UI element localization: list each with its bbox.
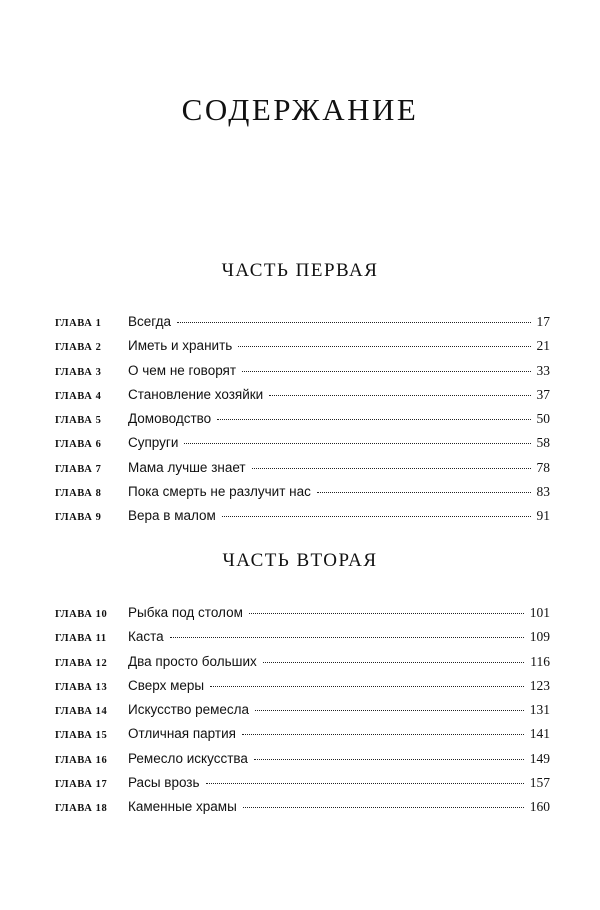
chapter-label: ГЛАВА 4 [55, 390, 102, 402]
chapter-title: Каменные храмы [128, 799, 237, 815]
page-number: 50 [536, 411, 550, 427]
chapter-label: ГЛАВА 13 [55, 681, 108, 693]
toc-entry [55, 460, 550, 484]
toc-entry [55, 605, 550, 629]
toc-entry [55, 775, 550, 799]
dot-leader [238, 346, 530, 347]
toc-entry [55, 678, 550, 702]
dot-leader [177, 322, 531, 323]
chapter-title: Домоводство [128, 411, 212, 427]
toc-entry [55, 435, 550, 459]
page-number: 83 [536, 484, 550, 500]
chapter-title: Два просто больших [128, 653, 257, 669]
chapter-label: ГЛАВА 5 [55, 415, 102, 427]
chapter-title: Супруги [128, 435, 179, 451]
chapter-label: ГЛАВА 17 [55, 779, 108, 791]
page-number: 116 [530, 653, 550, 669]
dot-leader [222, 516, 531, 517]
chapter-label: ГЛАВА 1 [55, 318, 102, 329]
dot-leader [252, 468, 531, 469]
dot-leader [206, 783, 524, 784]
toc-entry [55, 411, 550, 435]
part-2-title: ЧАСТЬ ВТОРАЯ [222, 550, 378, 571]
dot-leader [243, 807, 524, 808]
toc-entry [55, 387, 550, 411]
toc-entry [55, 726, 550, 750]
page-number: 78 [536, 459, 550, 475]
toc-entry [55, 484, 550, 508]
page-number: 131 [529, 702, 550, 718]
chapter-title: Мама лучше знает [128, 459, 246, 475]
chapter-title: Отличная партия [128, 726, 236, 742]
part-2-chapter-list [55, 605, 550, 824]
page-number: 21 [536, 338, 550, 354]
toc-entry [55, 654, 550, 678]
toc-entry [55, 702, 550, 726]
chapter-label: ГЛАВА 18 [55, 803, 108, 815]
page-number: 37 [536, 386, 550, 402]
chapter-label: ГЛАВА 9 [55, 512, 102, 524]
chapter-label: ГЛАВА 11 [55, 633, 107, 645]
chapter-label: ГЛАВА 8 [55, 488, 102, 500]
chapter-title: Каста [128, 629, 164, 645]
dot-leader [254, 759, 524, 760]
dot-leader [210, 686, 524, 687]
dot-leader [269, 395, 530, 396]
chapter-title: Сверх меры [128, 677, 205, 693]
page-number: 17 [536, 314, 550, 329]
toc-entry [55, 508, 550, 532]
toc-entry [55, 314, 550, 338]
chapter-label: ГЛАВА 2 [55, 342, 102, 354]
toc-entry [55, 363, 550, 387]
page-number: 33 [536, 362, 550, 378]
page-title: СОДЕРЖАНИЕ [181, 92, 419, 127]
dot-leader [263, 662, 524, 663]
page-number: 160 [529, 799, 550, 815]
chapter-title: Пока смерть не разлучит нас [128, 484, 311, 500]
page-number: 157 [529, 775, 550, 791]
chapter-title: Ремесло искусства [128, 750, 248, 766]
toc-entry [55, 799, 550, 823]
page-number: 141 [529, 726, 550, 742]
chapter-title: О чем не говорят [128, 362, 237, 378]
toc-entry [55, 751, 550, 775]
chapter-label: ГЛАВА 6 [55, 439, 102, 451]
chapter-label: ГЛАВА 14 [55, 706, 108, 718]
dot-leader [242, 371, 530, 372]
chapter-label: ГЛАВА 7 [55, 463, 102, 475]
dot-leader [242, 734, 524, 735]
dot-leader [170, 637, 524, 638]
page-number: 109 [529, 629, 550, 645]
dot-leader [249, 613, 524, 614]
chapter-title: Иметь и хранить [128, 338, 233, 354]
chapter-title: Всегда [128, 314, 171, 329]
chapter-label: ГЛАВА 10 [55, 609, 108, 620]
page-number: 123 [529, 677, 550, 693]
chapter-label: ГЛАВА 12 [55, 657, 108, 669]
page-number: 149 [529, 750, 550, 766]
part-1-chapter-list [55, 314, 550, 533]
dot-leader [317, 492, 531, 493]
dot-leader [217, 419, 530, 420]
chapter-title: Вера в малом [128, 508, 216, 524]
chapter-label: ГЛАВА 15 [55, 730, 108, 742]
chapter-title: Становление хозяйки [128, 386, 264, 402]
page-number: 58 [536, 435, 550, 451]
chapter-label: ГЛАВА 16 [55, 754, 108, 766]
part-1-title: ЧАСТЬ ПЕРВАЯ [221, 260, 379, 281]
chapter-title: Расы врозь [128, 775, 200, 791]
dot-leader [255, 710, 524, 711]
page-number: 101 [529, 605, 550, 620]
chapter-title: Искусство ремесла [128, 702, 250, 718]
chapter-label: ГЛАВА 3 [55, 366, 102, 378]
dot-leader [184, 443, 530, 444]
toc-entry [55, 338, 550, 362]
chapter-title: Рыбка под столом [128, 605, 243, 620]
toc-entry [55, 629, 550, 653]
page-number: 91 [536, 508, 550, 524]
